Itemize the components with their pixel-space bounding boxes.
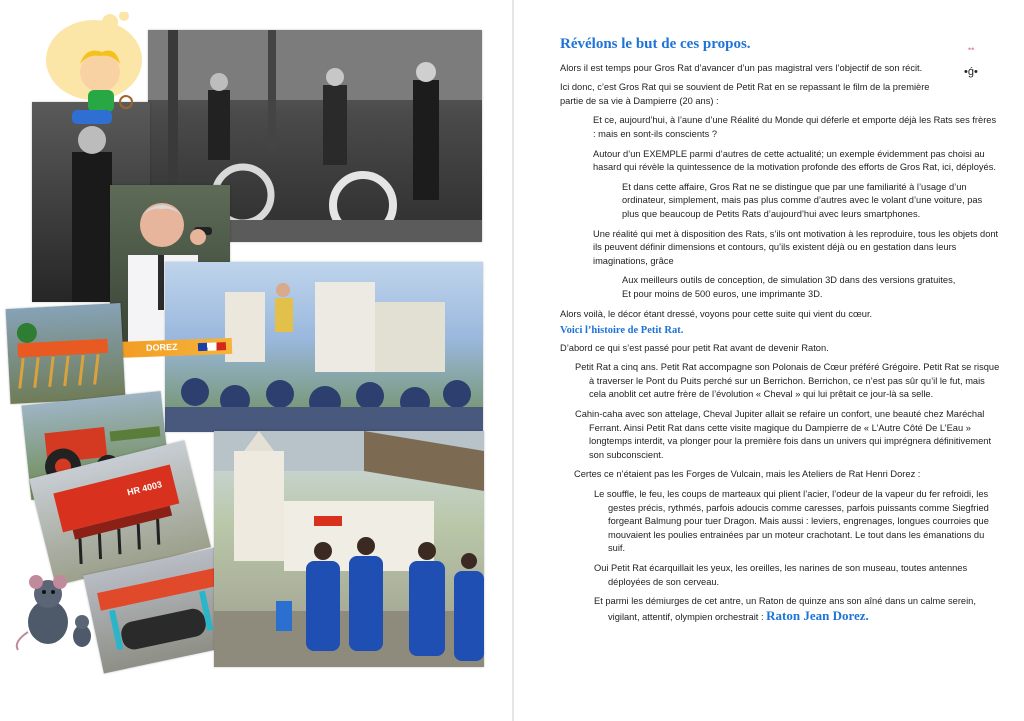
paragraph-7b: Et pour moins de 500 euros, une imprimante 3D. [622, 288, 823, 299]
bow-icon: •• [968, 44, 975, 54]
raton-jean-dorez-name: Raton Jean Dorez. [766, 607, 869, 623]
rat-illustration [8, 572, 98, 652]
story-text [560, 38, 1000, 624]
paragraph-12: Certes ce n’étaient pas les Forges de Vulcain, mais les Ateliers de Rat Henri Dorez : [574, 469, 921, 480]
paragraph-14: Oui Petit Rat écarquillait les yeux, les oreilles, les narines de son museau, toutes antennes déployées de son cerveau. [594, 563, 968, 587]
paragraph-6: Une réalité qui met à disposition des Rats, s’ils ont motivation à les reproduire, tous les objets dont ils peuvent définir dimensions et contours, qu’ils existent déjà ou en gestation dans leurs imaginations, grâce [593, 228, 999, 266]
rat-cartoon [8, 572, 98, 652]
paragraph-13: Le souffle, le feu, les coups de marteaux qui plient l’acier, l’odeur de la vapeur du fer refroidi, les gestes précis, rythmés, parfois adoucis comme caresses, parfois puissants comme Siegfried forgeant Balmung pour tuer Dragon. Mais aussi : leviers, engrenages, longues courroies que mouvaient les poulies entrainées par un moteur crachotant. Le tout dans les émanations du suif. [594, 489, 989, 554]
page-title: Révélons le but de ces propos. [560, 36, 751, 52]
paragraph-3: Et ce, aujourd’hui, à l’aune d’une Réalité du Monde qui déferle et emporte déjà les Rats ses frères : mais en sont-ils conscients ? [593, 115, 997, 139]
machine-label: HR 4003 [126, 479, 163, 498]
paragraph-2: Ici donc, c’est Gros Rat qui se souvient de Petit Rat en se repassant le film de la première partie de sa vie à Dampierre (20 ans) : [560, 82, 930, 106]
dorez-banner-label: DOREZ [145, 341, 178, 353]
paragraph-15-text: Et parmi les démiurges de cet antre, un Raton de quinze ans son aîné dans un calme serein, vigilant, attentif, olympien orchestrait : [594, 596, 976, 622]
paragraph-7a: Aux meilleurs outils de conception, de simulation 3D dans des versions gratuites, [622, 275, 956, 286]
seed-cleaner-photo [214, 431, 484, 667]
paragraph-1: Alors il est temps pour Gros Rat d’avancer d’un pas magistral vers l’objectif de son récit. [560, 62, 923, 73]
seed-cleaner-scene [214, 431, 484, 667]
boy-cartoon [38, 12, 148, 142]
right-page-text [514, 0, 1024, 721]
paragraph-9: D’abord ce qui s’est passé pour petit Rat avant de devenir Raton. [560, 342, 829, 353]
paragraph-4: Autour d’un EXEMPLE parmi d’autres de cette actualité; un exemple évidemment pas choisi au hasard qui révèle la quintessence de la motivation profonde des efforts de Gros Rat, ici, déployés. [593, 148, 996, 173]
paragraph-5: Et dans cette affaire, Gros Rat ne se distingue que par une familiarité à l’usage d’un ordinateur, simplement, mais pas plus comme d’autres avec le volant d’une voiture, pas plus que beaucoup de Petits Rats d’aujourd’hui avec leurs smartphones. [622, 181, 983, 219]
harrow-scene [6, 303, 126, 404]
paragraph-15 [560, 595, 1000, 624]
kitten-face-icon: •ǵ• [964, 66, 978, 78]
section-subtitle: Voici l’histoire de Petit Rat. [560, 325, 684, 337]
paragraph-8: Alors voilà, le décor étant dressé, voyons pour cette suite qui vient du cœur. [560, 308, 873, 319]
paragraph-10: Petit Rat a cinq ans. Petit Rat accompagne son Polonais de Cœur préféré Grégoire. Petit Rat se risque à traverser le Pont du Puits perché sur un Berrichon. Berrichon, ce n’est pas sûr qu’il le fut, mais cela anoblit cet autre frère de l’évolution « Cheval » qui lui prêtait ce jour-là sa selle. [575, 362, 1000, 400]
harrow-photo [6, 303, 126, 404]
paragraph-11: Cahin-caha avec son attelage, Cheval Jupiter allait se refaire un confort, une beauté chez Maréchal Ferrant. Ainsi Petit Rat dans cette visite magique du Dampierre de « L’Autre Côté De L’Eau » longtemps interdit, va plonger pour la première fois dans un univers qui imprégnera définitivement son subconscient. [575, 409, 992, 460]
thinking-boy-illustration [38, 12, 148, 142]
